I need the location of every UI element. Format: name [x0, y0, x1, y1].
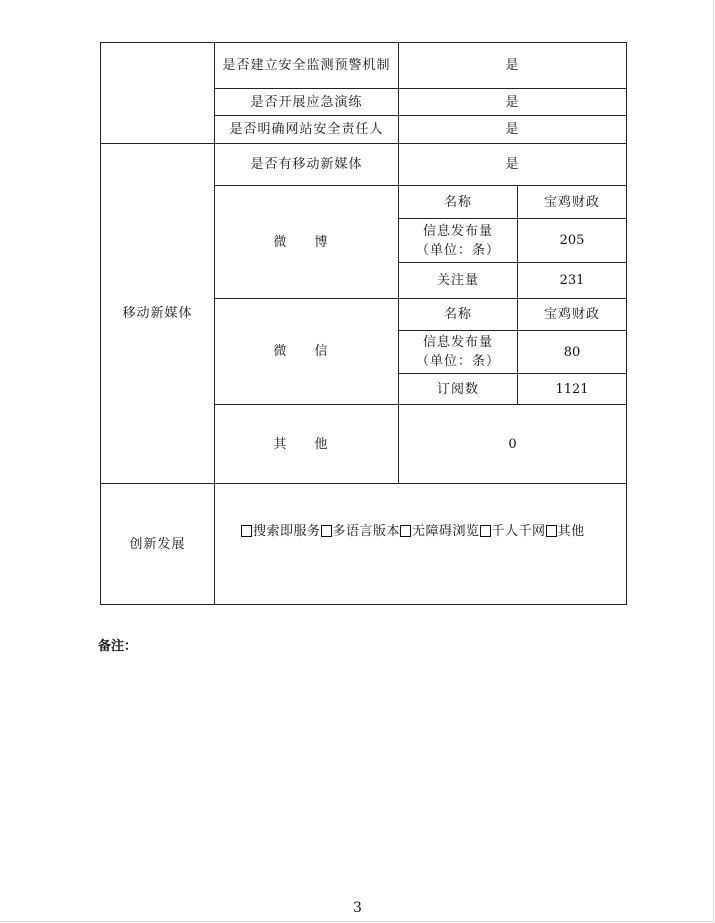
wechat-posts-label	[399, 331, 518, 374]
remark-label: 备注：	[98, 639, 138, 654]
option-personalized[interactable]	[480, 522, 546, 541]
monitoring-label: 是否建立安全监测预警机制	[215, 43, 399, 89]
option-accessibility[interactable]	[400, 522, 480, 541]
other-label: 其 他	[273, 436, 340, 452]
page-number: 3	[353, 900, 362, 916]
monitoring-value: 是	[399, 43, 627, 89]
responsible-label: 是否明确网站安全责任人	[215, 116, 399, 144]
wechat-posts-label-line2: （单位：条）	[415, 354, 500, 369]
other-label-cell	[215, 405, 399, 484]
report-table	[100, 42, 627, 605]
wechat-subscribers-label: 订阅数	[399, 374, 518, 405]
table-row	[101, 43, 627, 89]
other-value: 0	[399, 405, 627, 484]
wechat-label-cell	[215, 299, 399, 405]
checkbox-icon[interactable]	[321, 525, 332, 537]
weibo-posts-value: 205	[518, 219, 627, 263]
weibo-name-value: 宝鸡财政	[518, 186, 627, 219]
table-row	[101, 484, 627, 605]
option-multilingual[interactable]	[321, 522, 401, 541]
security-section-cell	[101, 43, 215, 144]
wechat-posts-label-line1: 信息发布量	[422, 335, 493, 350]
weibo-label-cell	[215, 186, 399, 299]
weibo-posts-label-line2: （单位：条）	[415, 242, 500, 258]
has-mobile-label: 是否有移动新媒体	[215, 144, 399, 186]
responsible-value: 是	[399, 116, 627, 144]
weibo-followers-label: 关注量	[399, 263, 518, 299]
wechat-posts-value: 80	[518, 331, 627, 374]
wechat-subscribers-value: 1121	[518, 374, 627, 405]
checkbox-icon[interactable]	[546, 525, 557, 537]
drill-value: 是	[399, 89, 627, 116]
innovation-section-label: 创新发展	[101, 484, 215, 605]
option-label: 无障碍浏览	[412, 524, 480, 539]
innovation-options	[215, 484, 627, 605]
weibo-name-header: 名称	[399, 186, 518, 219]
weibo-posts-label-line1: 信息发布量	[422, 223, 493, 239]
option-label: 搜索即服务	[253, 524, 321, 539]
table-row	[101, 144, 627, 186]
option-label: 千人千网	[491, 524, 546, 539]
wechat-name-header: 名称	[399, 299, 518, 331]
checkbox-icon[interactable]	[241, 525, 252, 537]
option-label: 其他	[557, 524, 585, 539]
option-other[interactable]	[546, 522, 585, 541]
weibo-label: 微 博	[273, 234, 340, 250]
checkbox-icon[interactable]	[480, 525, 491, 537]
option-search-service[interactable]	[241, 522, 321, 541]
weibo-posts-label	[399, 219, 518, 263]
wechat-name-value: 宝鸡财政	[518, 299, 627, 331]
has-mobile-value: 是	[399, 144, 627, 186]
drill-label: 是否开展应急演练	[215, 89, 399, 116]
mobile-section-label: 移动新媒体	[101, 144, 215, 484]
weibo-followers-value: 231	[518, 263, 627, 299]
checkbox-icon[interactable]	[400, 525, 411, 537]
wechat-label: 微 信	[273, 344, 340, 359]
option-label: 多语言版本	[332, 524, 401, 539]
